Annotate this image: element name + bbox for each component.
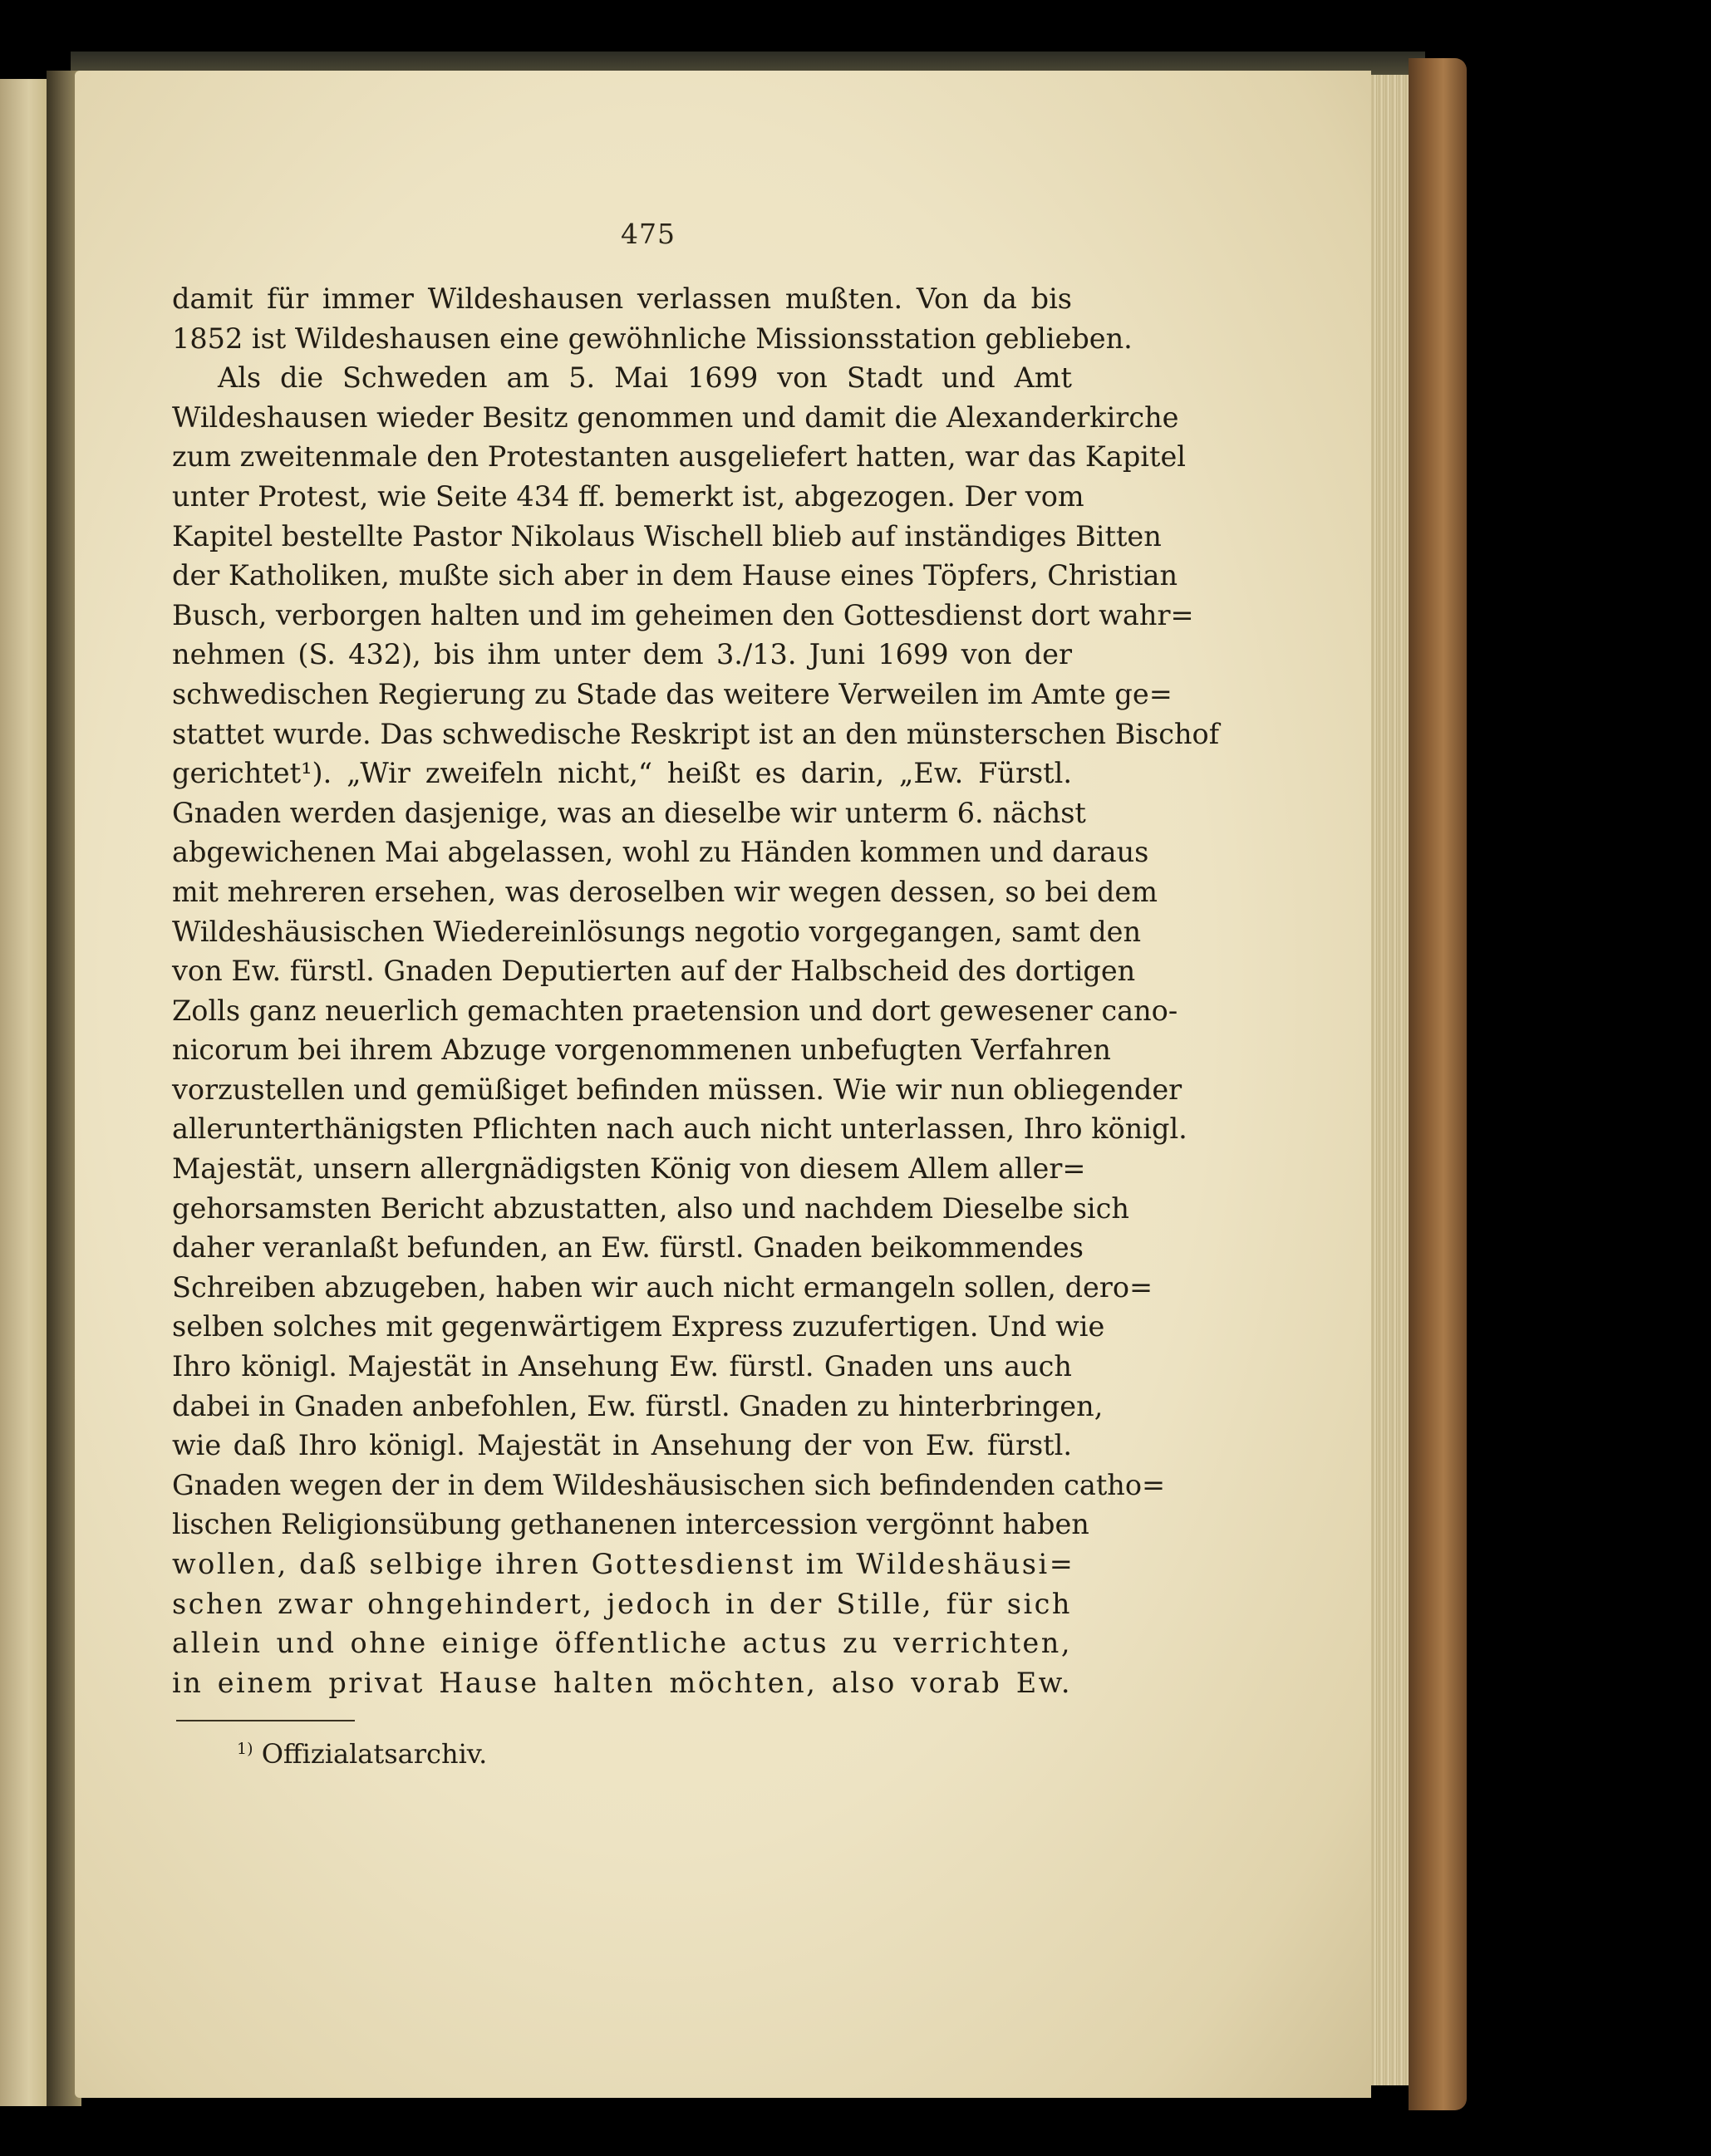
text-line: allerunterthänigsten Pflichten nach auch nicht unterlassen, Ihro königl.	[172, 1112, 1187, 1146]
spaced-text-line: in einem privat Hause halten möchten, also vorab Ew.	[172, 1666, 1072, 1699]
body-text	[172, 279, 1220, 1702]
text-line: Busch, verborgen halten und im geheimen den Gottesdienst dort wahr=	[172, 598, 1194, 631]
text-line: mit mehreren ersehen, was deroselben wir wegen dessen, so bei dem	[172, 875, 1158, 908]
facing-page-edge	[0, 79, 48, 2106]
text-line: gehorsamsten Bericht abzustatten, also und nachdem Dieselbe sich	[172, 1191, 1129, 1225]
text-line: 1852 ist Wildeshausen eine gewöhnliche Missionsstation geblieben.	[172, 322, 1133, 355]
text-line: Gnaden werden dasjenige, was an dieselbe wir unterm 6. nächst	[172, 796, 1086, 829]
text-line: zum zweitenmale den Protestanten ausgeliefert hatten, war das Kapitel	[172, 440, 1187, 474]
text-line: Wildeshausen wieder Besitz genommen und damit die Alexanderkirche	[172, 400, 1179, 434]
text-line: lischen Religionsübung gethanenen intercession vergönnt haben	[172, 1508, 1089, 1541]
text-line: selben solches mit gegenwärtigem Express zuzufertigen. Und wie	[172, 1310, 1105, 1343]
text-line: dabei in Gnaden anbefohlen, Ew. fürstl. Gnaden zu hinterbringen,	[172, 1389, 1104, 1422]
footnote-marker: 1)	[237, 1740, 253, 1758]
text-line: abgewichenen Mai abgelassen, wohl zu Händen kommen und daraus	[172, 836, 1149, 869]
text-line: nicorum bei ihrem Abzuge vorgenommenen unbefugten Verfahren	[172, 1034, 1111, 1067]
text-line: schwedischen Regierung zu Stade das weitere Verweilen im Amte ge=	[172, 677, 1173, 710]
text-line: nehmen (S. 432), bis ihm unter dem 3./13. Juni 1699 von der	[172, 638, 1072, 671]
footnote-text: Offizialatsarchiv.	[261, 1738, 488, 1770]
text-line: vorzustellen und gemüßiget befinden müssen. Wie wir nun obliegender	[172, 1073, 1182, 1106]
text-line: Zolls ganz neuerlich gemachten praetension und dort gewesener cano-	[172, 994, 1178, 1027]
spaced-text-line: schen zwar ohngehindert, jedoch in der Stille, für sich	[172, 1587, 1072, 1620]
text-line: der Katholiken, mußte sich aber in dem Hause eines Töpfers, Christian	[172, 559, 1178, 592]
text-line: Majestät, unsern allergnädigsten König von diesem Allem aller=	[172, 1152, 1086, 1186]
text-line: Gnaden wegen der in dem Wildeshäusischen sich befindenden catho=	[172, 1468, 1166, 1501]
text-line: Kapitel bestellte Pastor Nikolaus Wischell blieb auf inständiges Bitten	[172, 519, 1162, 553]
text-line: damit für immer Wildeshausen verlassen mußten. Von da bis	[172, 282, 1072, 315]
footnote-divider	[176, 1720, 355, 1721]
text-line: Schreiben abzugeben, haben wir auch nicht ermangeln sollen, dero=	[172, 1270, 1153, 1304]
text-line: Ihro königl. Majestät in Ansehung Ew. fürstl. Gnaden uns auch	[172, 1350, 1072, 1383]
spaced-text-line: allein und ohne einige öffentliche actus zu verrichten,	[172, 1627, 1072, 1660]
page-number: 475	[621, 218, 676, 250]
text-line: gerichtet¹). „Wir zweifeln nicht,“ heißt es darin, „Ew. Fürstl.	[172, 757, 1072, 790]
paragraph-start-line: Als die Schweden am 5. Mai 1699 von Stadt und Amt	[218, 361, 1072, 395]
footnote	[237, 1738, 487, 1770]
text-line: wie daß Ihro königl. Majestät in Ansehung der von Ew. fürstl.	[172, 1429, 1072, 1462]
text-line: daher veranlaßt befunden, an Ew. fürstl. Gnaden beikommendes	[172, 1231, 1084, 1265]
text-line: von Ew. fürstl. Gnaden Deputierten auf der Halbscheid des dortigen	[172, 955, 1136, 988]
text-line: stattet wurde. Das schwedische Reskript ist an den münsterschen Bischof	[172, 717, 1220, 750]
text-line: Wildeshäusischen Wiedereinlösungs negotio vorgegangen, samt den	[172, 915, 1142, 948]
spaced-text-line: wollen, daß selbige ihren Gottesdienst im Wildeshäusi=	[172, 1548, 1075, 1580]
text-line: unter Protest, wie Seite 434 ff. bemerkt ist, abgezogen. Der vom	[172, 479, 1084, 513]
book-spine	[1409, 58, 1467, 2110]
